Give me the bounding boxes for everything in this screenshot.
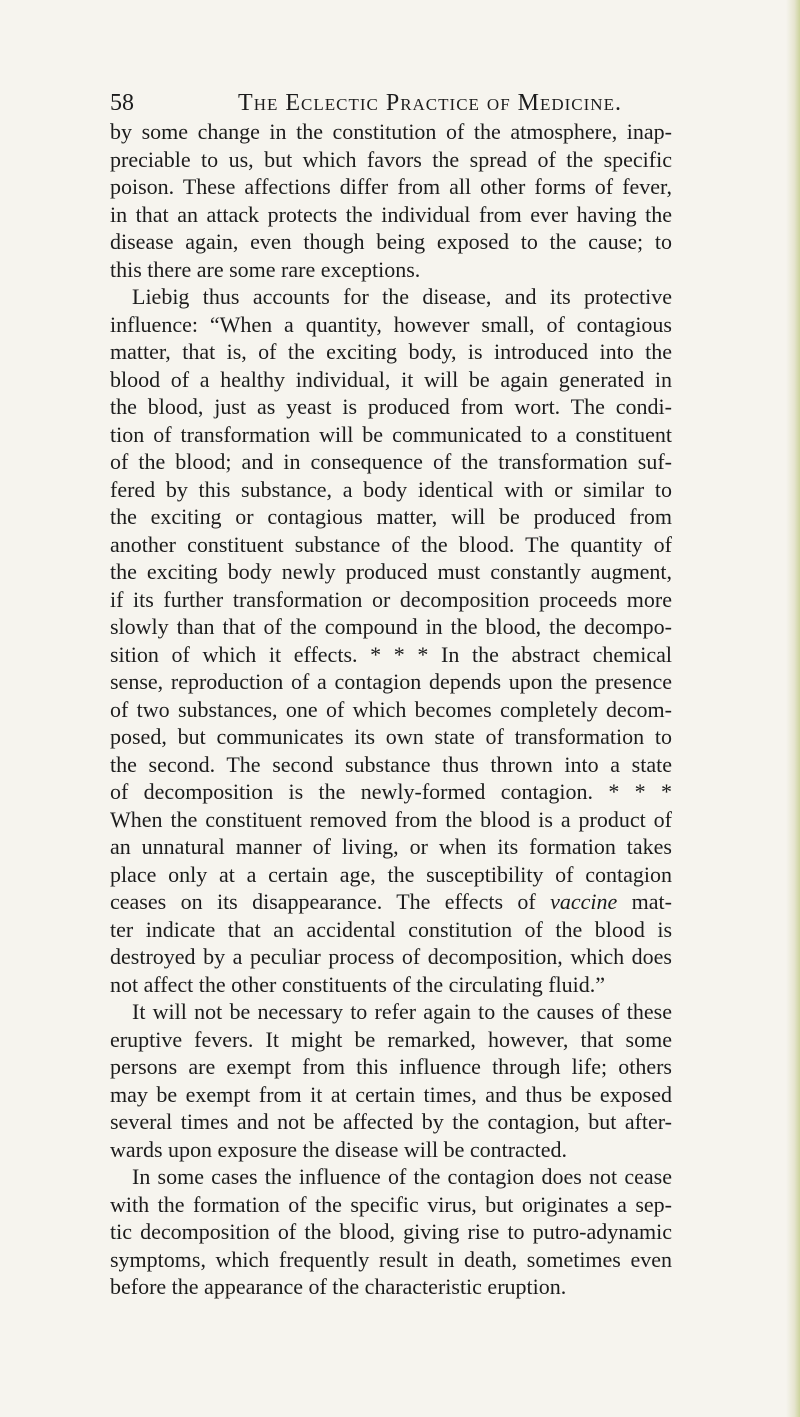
text-line: blood of a healthy individual, it will be again generated in (110, 366, 672, 392)
text-line: influence: “When a quantity, however small, of contagious (110, 311, 672, 337)
text-line: several times and not be affected by the contagion, but after- (110, 1109, 672, 1134)
text-line: before the appearance of the characteristic eruption. (110, 1274, 567, 1299)
text-line: wards upon exposure the disease will be contracted. (110, 1136, 567, 1162)
text-line: ceases on its disappearance. The effects of vaccine mat- (110, 889, 672, 914)
text-line: sition of which it effects. * * * In the abstract chemical (110, 641, 672, 667)
text-line: the exciting body newly produced must constantly augment, (110, 559, 672, 584)
text-line: posed, but communicates its own state of transformation to (110, 724, 672, 749)
text-line: place only at a certain age, the susceptibility of contagion (110, 861, 672, 887)
text-line: disease again, even though being exposed to the cause; to (110, 229, 672, 254)
text-line: In some cases the influence of the contagion does not cease (132, 1164, 672, 1189)
text-line: the exciting or contagious matter, will be produced from (110, 504, 672, 529)
text-line: of decomposition is the newly-formed contagion. * * * (110, 779, 672, 804)
text-line: this there are some rare exceptions. (110, 256, 421, 282)
text-line: When the constituent removed from the blood is a product of (110, 806, 672, 832)
body-text (110, 118, 672, 1301)
text-line: ter indicate that an accidental constitution of the blood is (110, 916, 672, 942)
running-title: The Eclectic Practice of Medicine. (238, 90, 622, 116)
text-line: the second. The second substance thus thrown into a state (110, 751, 672, 777)
text-line: Liebig thus accounts for the disease, and its protective (132, 284, 672, 309)
text-line: slowly than that of the compound in the blood, the decompo- (110, 614, 672, 639)
text-line: tic decomposition of the blood, giving rise to putro-adynamic (110, 1219, 672, 1244)
text-line: if its further transformation or decomposition proceeds more (110, 586, 672, 612)
text-line: with the formation of the specific virus, but originates a sep- (110, 1191, 672, 1217)
text-line: the blood, just as yeast is produced from wort. The condi- (110, 394, 672, 419)
page-number: 58 (110, 90, 134, 116)
text-line: tion of transformation will be communicated to a constituent (110, 421, 672, 447)
text-line: by some change in the constitution of the atmosphere, inap- (110, 119, 672, 144)
text-line: poison. These affections differ from all other forms of fever, (110, 174, 672, 199)
text-line: destroyed by a peculiar process of decomposition, which does (110, 944, 672, 969)
text-line: matter, that is, of the exciting body, is introduced into the (110, 339, 672, 364)
text-line: fered by this substance, a body identical with or similar to (110, 476, 672, 502)
text-line: preciable to us, but which favors the spread of the specific (110, 146, 672, 172)
text-line: eruptive fevers. It might be remarked, however, that some (110, 1026, 672, 1052)
text-line: may be exempt from it at certain times, and thus be exposed (110, 1081, 672, 1107)
text-line: not affect the other constituents of the circulating fluid.” (110, 971, 606, 997)
text-line: an unnatural manner of living, or when its formation takes (110, 834, 672, 859)
text-line: persons are exempt from this influence through life; others (110, 1054, 672, 1079)
text-line: another constituent substance of the blood. The quantity of (110, 531, 672, 557)
text-line: of the blood; and in consequence of the transformation suf- (110, 449, 672, 474)
page-header (110, 88, 670, 118)
page-edge-shadow (786, 0, 800, 1417)
text-line: sense, reproduction of a contagion depends upon the presence (110, 669, 672, 694)
text-line: of two substances, one of which becomes completely decom- (110, 696, 672, 722)
text-line: It will not be necessary to refer again to the causes of these (132, 999, 672, 1024)
text-line: in that an attack protects the individual from ever having the (110, 201, 672, 227)
text-line: symptoms, which frequently result in death, sometimes even (110, 1246, 672, 1272)
